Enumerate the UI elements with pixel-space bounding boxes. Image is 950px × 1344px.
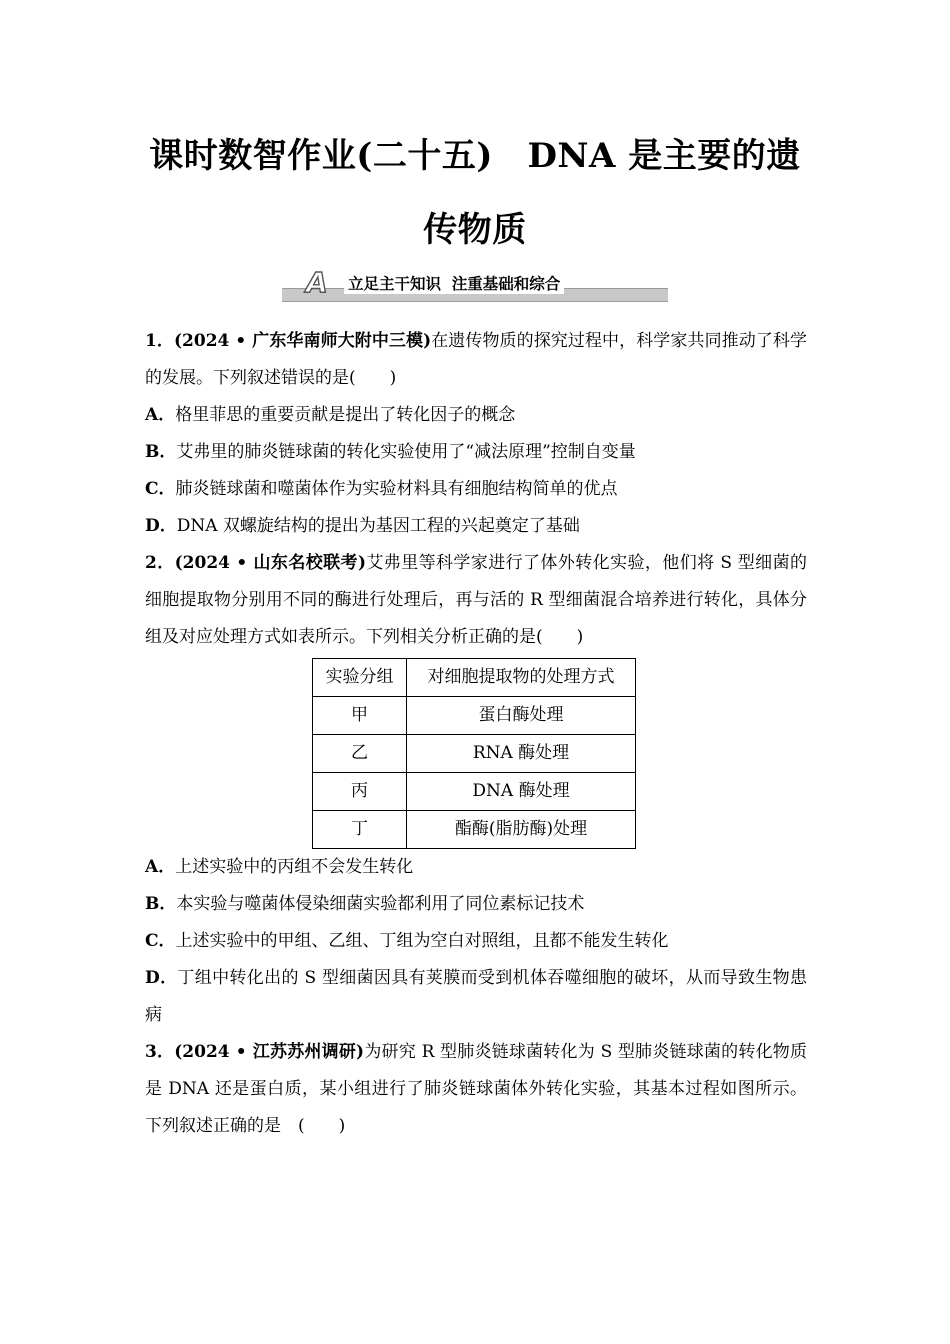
question-1-option-a[interactable] <box>145 397 807 434</box>
question-3-stem <box>145 1034 807 1145</box>
option-label: C． <box>145 479 176 499</box>
option-text: 上述实验中的丙组不会发生转化 <box>175 857 414 877</box>
option-text: 艾弗里的肺炎链球菌的转化实验使用了“减法原理”控制自变量 <box>176 442 636 462</box>
table-row <box>313 773 636 811</box>
option-label: A． <box>145 405 176 425</box>
option-text: 本实验与噬菌体侵染细菌实验都利用了同位素标记技术 <box>176 894 585 914</box>
table-cell: RNA 酶处理 <box>407 735 636 773</box>
question-2-table-wrapper <box>145 658 807 849</box>
question-2-number: 2． <box>145 553 175 573</box>
question-2-text: 艾弗里等科学家进行了体外转化实验，他们将 S 型细菌的细胞提取物分别用不同的酶进行处理后，再与活的 R 型细菌混合培养进行转化，具体分组及对应处理方式如表所示。下列相关分析正确的是( ) <box>145 553 807 647</box>
title-line-2: 传物质 <box>423 210 527 250</box>
section-banner <box>282 268 668 302</box>
question-content <box>145 323 807 1145</box>
question-1-number: 1． <box>145 331 174 351</box>
table-row <box>313 697 636 735</box>
option-text: 丁组中转化出的 S 型细菌因具有荚膜而受到机体吞噬细胞的破坏，从而导致生物患病 <box>145 968 807 1025</box>
question-1-option-d[interactable] <box>145 508 807 545</box>
question-1-option-b[interactable] <box>145 434 807 471</box>
question-2-source: (2024 • 山东名校联考) <box>174 553 366 573</box>
table-cell: 丙 <box>313 773 407 811</box>
question-3-source: (2024 • 江苏苏州调研) <box>174 1042 365 1062</box>
question-1-stem <box>145 323 807 397</box>
title-line-1: 课时数智作业(二十五) DNA 是主要的遗 <box>149 136 801 176</box>
table-header-cell: 对细胞提取物的处理方式 <box>407 659 636 697</box>
option-text: DNA 双螺旋结构的提出为基因工程的兴起奠定了基础 <box>176 516 580 536</box>
question-2-option-c[interactable] <box>145 923 807 960</box>
table-cell: 丁 <box>313 811 407 849</box>
section-banner-text: 立足主干知识 注重基础和综合 <box>344 274 564 294</box>
option-label: D． <box>145 968 178 988</box>
option-label: C． <box>145 931 176 951</box>
option-text: 上述实验中的甲组、乙组、丁组为空白对照组，且都不能发生转化 <box>175 931 669 951</box>
option-label: B． <box>145 894 177 914</box>
option-label: D． <box>145 516 177 536</box>
table-header-cell: 实验分组 <box>313 659 407 697</box>
section-letter-icon: A <box>306 266 328 299</box>
table-cell: DNA 酶处理 <box>407 773 636 811</box>
option-label: B． <box>145 442 177 462</box>
option-text: 肺炎链球菌和噬菌体作为实验材料具有细胞结构简单的优点 <box>175 479 618 499</box>
question-2-stem <box>145 545 807 656</box>
question-2-table <box>312 658 636 849</box>
question-3-text: 为研究 R 型肺炎链球菌转化为 S 型肺炎链球菌的转化物质是 DNA 还是蛋白质，某小组进行了肺炎链球菌体外转化实验，其基本过程如图所示。下列叙述正确的是 ( ) <box>145 1042 807 1136</box>
table-cell: 蛋白酶处理 <box>407 697 636 735</box>
question-2-option-a[interactable] <box>145 849 807 886</box>
question-3-number: 3． <box>145 1042 175 1062</box>
option-text: 格里菲思的重要贡献是提出了转化因子的概念 <box>175 405 516 425</box>
question-1-option-c[interactable] <box>145 471 807 508</box>
question-2-option-d[interactable] <box>145 960 807 1034</box>
question-2-option-b[interactable] <box>145 886 807 923</box>
table-cell: 乙 <box>313 735 407 773</box>
table-row <box>313 735 636 773</box>
option-label: A． <box>145 857 176 877</box>
question-1-text: 在遗传物质的探究过程中，科学家共同推动了科学的发展。下列叙述错误的是( ) <box>145 331 807 388</box>
question-1-source: (2024 • 广东华南师大附中三模) <box>174 331 432 351</box>
table-row <box>313 811 636 849</box>
table-cell: 酯酶(脂肪酶)处理 <box>407 811 636 849</box>
table-header-row <box>313 659 636 697</box>
table-cell: 甲 <box>313 697 407 735</box>
